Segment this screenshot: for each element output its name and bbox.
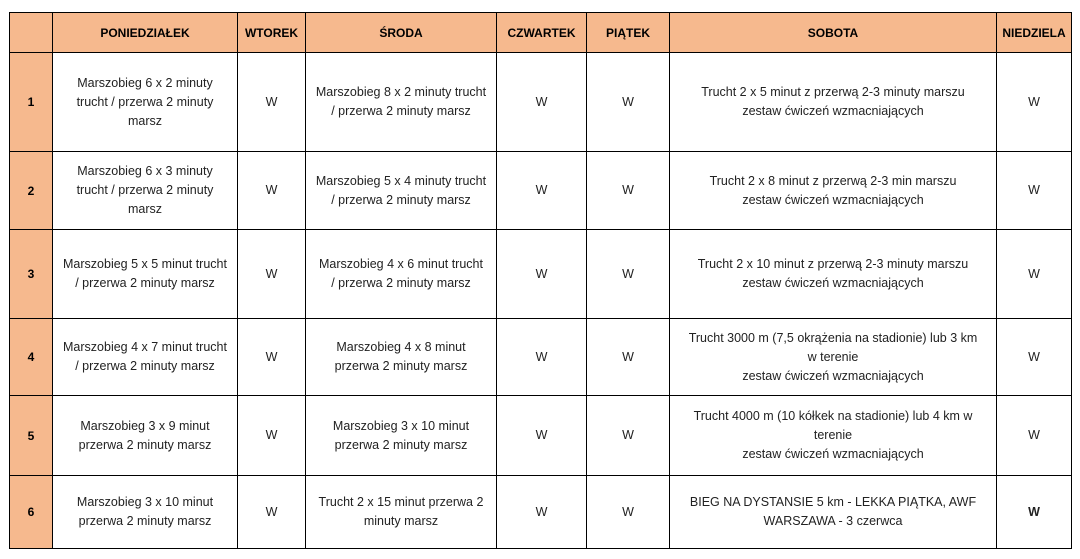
- saturday-cell: [670, 476, 997, 549]
- monday-cell: [53, 152, 238, 230]
- monday-text: Marszobieg 6 x 2 minuty trucht / przerwa 2 minuty marsz: [76, 75, 214, 128]
- sunday-cell: [997, 476, 1072, 549]
- thursday-cell: [497, 396, 587, 476]
- header-czwartek: CZWARTEK: [497, 13, 587, 53]
- sunday-text: W: [1028, 266, 1040, 281]
- week-row: [10, 53, 1072, 152]
- week-row: [10, 396, 1072, 476]
- header-row: [10, 13, 1072, 53]
- header-poniedzialek: PONIEDZIAŁEK: [53, 13, 238, 53]
- friday-text: W: [622, 349, 634, 364]
- thursday-text: W: [535, 349, 548, 364]
- tuesday-cell: [238, 53, 306, 152]
- sunday-text: W: [1028, 349, 1040, 364]
- wednesday-text: Marszobieg 3 x 10 minut przerwa 2 minuty marsz: [332, 418, 470, 452]
- thursday-text: W: [535, 504, 548, 519]
- corner-header-cell: [10, 13, 53, 53]
- saturday-text: Trucht 4000 m (10 kółkek na stadionie) lub 4 km w terenie zestaw ćwiczeń wzmacniających: [693, 409, 973, 461]
- saturday-cell: [670, 152, 997, 230]
- thursday-text: W: [535, 94, 548, 109]
- week-number: 1: [10, 53, 53, 152]
- friday-text: W: [622, 183, 634, 197]
- tuesday-cell: [238, 319, 306, 396]
- tuesday-text: W: [265, 183, 278, 197]
- tuesday-text: W: [265, 266, 278, 281]
- monday-text: Marszobieg 6 x 3 minuty trucht / przerwa 2 minuty marsz: [76, 164, 214, 216]
- sunday-cell: [997, 152, 1072, 230]
- saturday-text: BIEG NA DYSTANSIE 5 km - LEKKA PIĄTKA, AWF WARSZAWA - 3 czerwca: [689, 495, 977, 528]
- week-row: [10, 476, 1072, 549]
- saturday-cell: [670, 230, 997, 319]
- wednesday-cell: [306, 476, 497, 549]
- header-sobota: SOBOTA: [670, 13, 997, 53]
- week-row: [10, 319, 1072, 396]
- wednesday-cell: [306, 319, 497, 396]
- header-piatek: PIĄTEK: [587, 13, 670, 53]
- thursday-cell: [497, 476, 587, 549]
- wednesday-text: Marszobieg 4 x 8 minut przerwa 2 minuty marsz: [334, 340, 468, 373]
- friday-cell: [587, 230, 670, 319]
- sunday-text: W: [1028, 428, 1040, 442]
- friday-text: W: [622, 428, 634, 442]
- tuesday-cell: [238, 396, 306, 476]
- monday-cell: [53, 319, 238, 396]
- tuesday-text: W: [265, 349, 278, 364]
- monday-text: Marszobieg 3 x 10 minut przerwa 2 minuty marsz: [76, 495, 214, 528]
- week-number: 2: [10, 152, 53, 230]
- thursday-text: W: [535, 266, 548, 281]
- header-wtorek: WTOREK: [238, 13, 306, 53]
- saturday-text: Trucht 3000 m (7,5 okrążenia na stadionie) lub 3 km w terenie zestaw ćwiczeń wzmacniających: [688, 330, 978, 383]
- tuesday-text: W: [265, 428, 278, 442]
- thursday-cell: [497, 152, 587, 230]
- tuesday-cell: [238, 230, 306, 319]
- monday-cell: [53, 53, 238, 152]
- tuesday-cell: [238, 476, 306, 549]
- saturday-cell: [670, 396, 997, 476]
- saturday-cell: [670, 319, 997, 396]
- thursday-cell: [497, 53, 587, 152]
- sunday-cell: [997, 53, 1072, 152]
- week-row: [10, 152, 1072, 230]
- wednesday-text: Trucht 2 x 15 minut przerwa 2 minuty marsz: [318, 495, 484, 528]
- header-niedziela: NIEDZIELA: [997, 13, 1072, 53]
- friday-text: W: [622, 266, 634, 281]
- monday-cell: [53, 230, 238, 319]
- friday-text: W: [622, 94, 634, 109]
- sunday-cell: [997, 396, 1072, 476]
- monday-text: Marszobieg 4 x 7 minut trucht / przerwa 2 minuty marsz: [63, 340, 227, 373]
- monday-text: Marszobieg 3 x 9 minut przerwa 2 minuty marsz: [78, 418, 212, 452]
- wednesday-text: Marszobieg 5 x 4 minuty trucht / przerwa 2 minuty marsz: [315, 173, 487, 207]
- week-row: [10, 230, 1072, 319]
- wednesday-cell: [306, 396, 497, 476]
- thursday-cell: [497, 319, 587, 396]
- thursday-text: W: [535, 183, 548, 197]
- wednesday-cell: [306, 152, 497, 230]
- sunday-text: W: [1028, 94, 1040, 109]
- wednesday-text: Marszobieg 8 x 2 minuty trucht / przerwa 2 minuty marsz: [315, 85, 487, 118]
- wednesday-cell: [306, 53, 497, 152]
- friday-cell: [587, 319, 670, 396]
- header-sroda: ŚRODA: [306, 13, 497, 53]
- sunday-text: W: [1028, 183, 1040, 197]
- sunday-cell: [997, 319, 1072, 396]
- wednesday-cell: [306, 230, 497, 319]
- training-plan-table: [9, 12, 1072, 549]
- sunday-cell: [997, 230, 1072, 319]
- friday-cell: [587, 396, 670, 476]
- monday-cell: [53, 476, 238, 549]
- tuesday-text: W: [265, 94, 278, 109]
- friday-cell: [587, 53, 670, 152]
- week-number: 3: [10, 230, 53, 319]
- monday-cell: [53, 396, 238, 476]
- tuesday-cell: [238, 152, 306, 230]
- monday-text: Marszobieg 5 x 5 minut trucht / przerwa 2 minuty marsz: [63, 257, 227, 290]
- thursday-text: W: [535, 428, 548, 442]
- tuesday-text: W: [265, 504, 278, 519]
- week-number: 4: [10, 319, 53, 396]
- thursday-cell: [497, 230, 587, 319]
- wednesday-text: Marszobieg 4 x 6 minut trucht / przerwa 2 minuty marsz: [319, 257, 483, 290]
- saturday-text: Trucht 2 x 10 minut z przerwą 2-3 minuty marszu zestaw ćwiczeń wzmacniających: [697, 257, 969, 290]
- week-number: 6: [10, 476, 53, 549]
- saturday-text: Trucht 2 x 8 minut z przerwą 2-3 min marszu zestaw ćwiczeń wzmacniających: [709, 173, 957, 207]
- friday-cell: [587, 476, 670, 549]
- friday-cell: [587, 152, 670, 230]
- saturday-cell: [670, 53, 997, 152]
- sunday-text: W: [1028, 504, 1040, 519]
- friday-text: W: [622, 504, 634, 519]
- week-number: 5: [10, 396, 53, 476]
- saturday-text: Trucht 2 x 5 minut z przerwą 2-3 minuty marszu zestaw ćwiczeń wzmacniających: [701, 85, 965, 118]
